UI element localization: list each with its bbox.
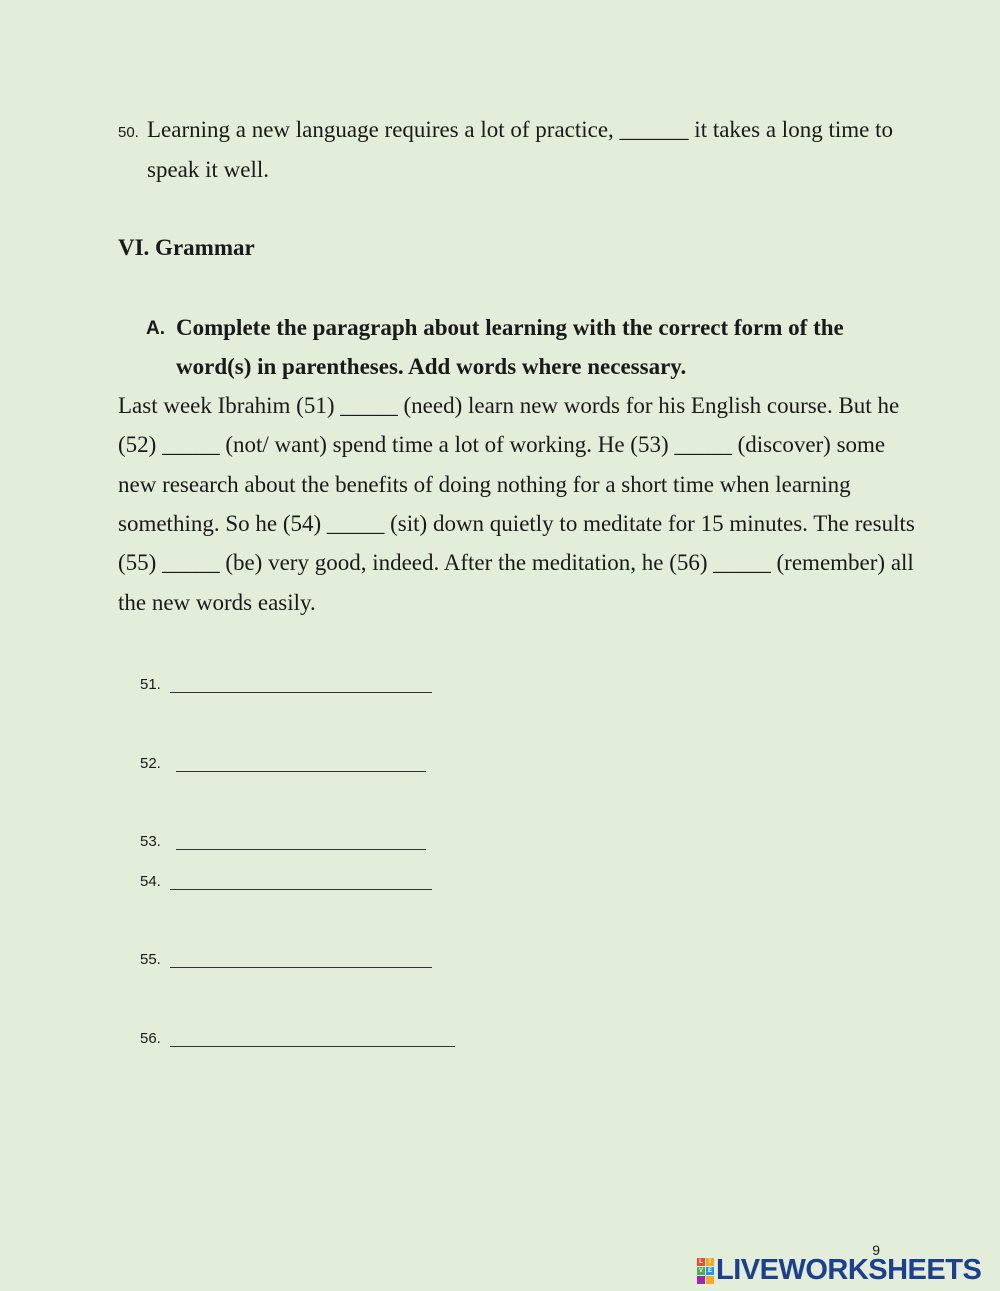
subsection-instruction-line-2: word(s) in parentheses. Add words where necessary. xyxy=(176,354,687,379)
answer-56-input[interactable] xyxy=(170,1030,455,1047)
answer-53-input[interactable] xyxy=(176,833,426,850)
logo-block xyxy=(697,1276,705,1284)
answer-55-input[interactable] xyxy=(170,951,432,968)
question-50-number: 50. xyxy=(118,124,139,141)
answer-number: 55. xyxy=(140,951,161,968)
logo-block: I xyxy=(706,1258,714,1266)
logo-block xyxy=(706,1276,714,1284)
answer-row-51 xyxy=(140,676,432,693)
answer-number: 51. xyxy=(140,676,161,693)
answer-row-53 xyxy=(140,833,426,850)
answer-54-input[interactable] xyxy=(170,873,432,890)
subsection-letter: A. xyxy=(146,318,165,339)
paragraph-line: the new words easily. xyxy=(118,590,316,615)
paragraph-line: Last week Ibrahim (51) _____ (need) learn new words for his English course. But he xyxy=(118,393,900,418)
section-heading: VI. Grammar xyxy=(118,235,255,260)
logo-text: LIVEWORKSHEETS xyxy=(716,1254,982,1286)
question-50-text-line-2: speak it well. xyxy=(147,157,269,182)
page-number: 9 xyxy=(872,1242,880,1258)
answer-row-56 xyxy=(140,1030,455,1047)
logo-block: E xyxy=(707,1267,712,1274)
answer-row-52 xyxy=(140,755,426,772)
paragraph-line: (55) _____ (be) very good, indeed. After the meditation, he (56) _____ (remember) all xyxy=(118,550,914,575)
paragraph-line: new research about the benefits of doing nothing for a short time when learning xyxy=(118,472,851,497)
answer-52-input[interactable] xyxy=(176,755,426,772)
answer-number: 54. xyxy=(140,873,161,890)
paragraph-line: something. So he (54) _____ (sit) down quietly to meditate for 15 minutes. The results xyxy=(118,511,915,536)
answer-number: 53. xyxy=(140,833,161,850)
answer-row-55 xyxy=(140,951,432,968)
logo-block: L xyxy=(697,1258,705,1266)
paragraph-line: (52) _____ (not/ want) spend time a lot of working. He (53) _____ (discover) some xyxy=(118,432,886,457)
question-50-text-line-1: Learning a new language requires a lot of practice, ______ it takes a long time to xyxy=(147,117,893,142)
answer-number: 56. xyxy=(140,1030,161,1047)
liveworksheets-logo xyxy=(697,1254,981,1287)
answer-51-input[interactable] xyxy=(170,676,432,693)
answer-row-54 xyxy=(140,873,432,890)
subsection-instruction-line-1: Complete the paragraph about learning with the correct form of the xyxy=(176,315,844,340)
answer-number: 52. xyxy=(140,755,161,772)
logo-block: V xyxy=(698,1267,703,1274)
logo-blocks-icon xyxy=(697,1258,714,1284)
